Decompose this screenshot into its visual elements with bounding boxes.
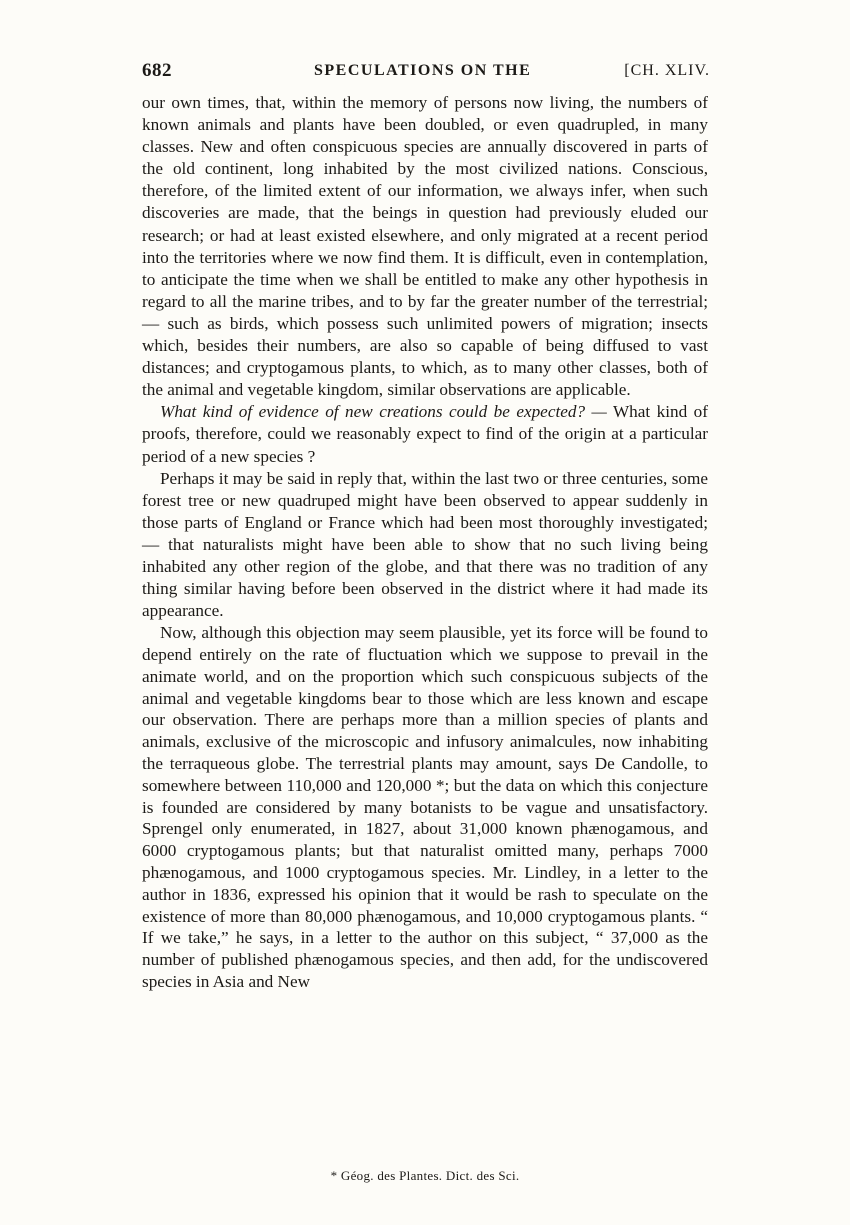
chapter-reference: [CH. XLIV. (624, 62, 710, 79)
paragraph-2 (142, 401, 708, 467)
paragraph-4: Now, although this objection may seem plausible, yet its force will be found to depend entirely on the rate of fluctuation which we suppose to prevail in the animate world, and on the proportion which such conspicuous subjects of the animal and vegetable kingdoms bear to those which are less known and escape our observation. There are perhaps more than a million species of plants and animals, exclusive of the microscopic and infusory animalcules, now inhabiting the terraqueous globe. The terrestrial plants may amount, says De Candolle, to somewhere between 110,000 and 120,000 *; but the data on which this conjecture is founded are considered by many botanists to be vague and unsatisfactory. Sprengel only enumerated, in 1827, about 31,000 known phænogamous, and 6000 cryptogamous plants; but that naturalist omitted many, perhaps 7000 phænogamous, and 1000 cryptogamous species. Mr. Lindley, in a letter to the author in 1836, expressed his opinion that it would be rash to speculate on the existence of more than 80,000 phænogamous, and 10,000 cryptogamous plants. “ If we take,” he says, in a letter to the author on this subject, “ 37,000 as the number of published phænogamous species, and then add, for the undiscovered species in Asia and New (142, 623, 708, 991)
running-header (142, 60, 710, 90)
body-text (142, 92, 708, 993)
paragraph-3: Perhaps it may be said in reply that, within the last two or three centuries, some forest tree or new quadruped might have been observed to appear suddenly in those parts of England or France which had been most thoroughly investigated; — that naturalists might have been able to show that no such living being inhabited any other region of the globe, and that there was no tradition of any thing similar having before been observed in the district where it had made its appearance. (142, 468, 708, 621)
paragraph-2-heading: What kind of evidence of new creations could be expected? — (160, 402, 607, 422)
paragraph-2-text: What kind of proofs, therefore, could we reasonably expect to find of the origin at a particular period of a new species ? (142, 402, 708, 466)
footnote: * Géog. des Plantes. Dict. des Sci. (330, 1168, 520, 1183)
page-number: 682 (142, 60, 172, 81)
paragraph-1: our own times, that, within the memory of persons now living, the numbers of known animals and plants have been doubled, or even quadrupled, in many classes. New and often conspicuous species are annually discovered in parts of the old continent, long inhabited by the most civilized nations. Conscious, therefore, of the limited extent of our information, we always infer, when such discoveries are made, that the beings in question had previously eluded our research; or had at least existed elsewhere, and only migrated at a recent period into the territories where we now find them. It is difficult, even in contemplation, to anticipate the time when we shall be entitled to make any other hypothesis in regard to all the marine tribes, and to by far the greater number of the terrestrial; — such as birds, which possess such unlimited powers of migration; insects which, besides their numbers, are also so capable of being diffused to vast distances; and cryptogamous plants, to which, as to many other classes, both of the animal and vegetable kingdom, similar observations are applicable. (142, 93, 708, 400)
running-title: SPECULATIONS ON THE (314, 62, 532, 79)
